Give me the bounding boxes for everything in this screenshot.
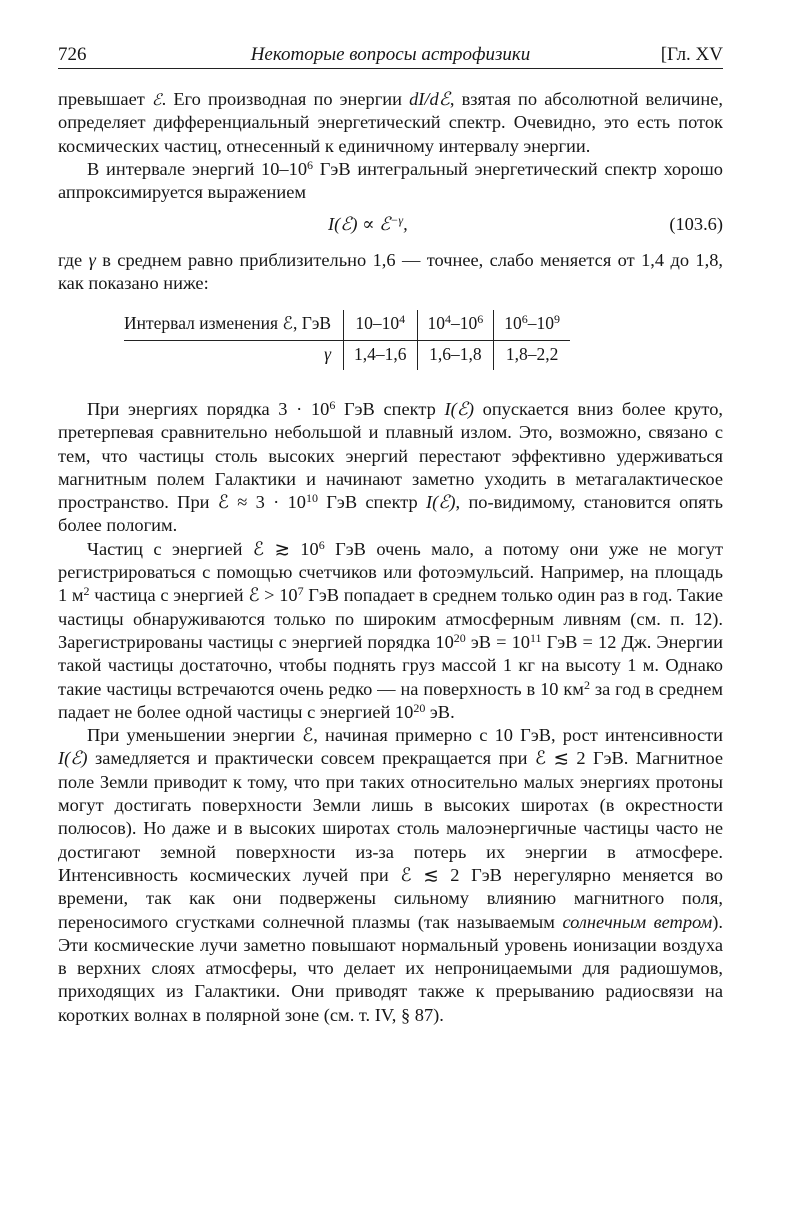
table-range-cell: $10^4-10^6$ xyxy=(417,310,494,340)
formula-expression: I(ℰ) ∝ ℰ$^{-\gamma}$, xyxy=(328,213,408,235)
table-row-label-gamma: γ xyxy=(324,343,332,364)
chapter-label: [Гл. XV xyxy=(660,44,723,65)
paragraph-2: В интервале энергий $10-10^6$ ГэВ интегральный энергетический спектр хорошо аппроксимируется выражением xyxy=(58,157,724,203)
table-row-label-energy: Интервал изменения ℰ, ГэВ xyxy=(124,310,344,340)
book-page xyxy=(58,44,723,1027)
formula-103-6 xyxy=(58,213,723,236)
table-gamma-cell: 1,6–1,8 xyxy=(417,340,494,370)
table-gamma-cell: 1,8–2,2 xyxy=(494,340,570,370)
table-header-row xyxy=(124,310,570,340)
paragraph-5: Частиц с энергией ℰ ≳ $10^6$ ГэВ очень мало, а потому они уже не могут регистрироваться с помощью счетчиков или фотоэмульсий. Например, на площадь 1 $м^2$ частица с энергией ℰ > $10^7$ ГэВ попадает в среднем только один раз в год. Такие частицы обнаруживаются только по широким атмосферным ливням (см. п. 12). Зарегистрированы частицы с энергией порядка $10^{20}$ эВ = $10^{11}$ ГэВ = 12 Дж. Энергии такой частицы достаточно, чтобы поднять груз массой 1 кг на высоту 1 м. Однако такие частицы встречаются очень редко — на поверхность в 10 $км^2$ за год в среднем падает не более одной частицы с энергией $10^{20}$ эВ. xyxy=(58,537,723,722)
formula-number: (103.6) xyxy=(669,214,723,235)
paragraph-4: При энергиях порядка $3 \cdot 10^6$ ГэВ спектр I(ℰ) опускается вниз более круто, претерпевая сравнительно небольшой и плавный излом. Это, возможно, связано с тем, что частицы столь высоких энергий перестают эффективно удерживаться магнитным полем Галактики и начинают заметно уходить в метагалактическое пространство. При ℰ ≈ $3 \cdot 10^{10}$ ГэВ спектр I(ℰ), по-видимому, становится опять более пологим. xyxy=(58,397,723,536)
paragraph-6: При уменьшении энергии ℰ, начиная примерно с 10 ГэВ, рост интенсивности I(ℰ) замедляется и практически совсем прекращается при ℰ ≲ 2 ГэВ. Магнитное поле Земли приводит к тому, что при таких относительно малых энергиях протоны могут достигать поверхности Земли лишь в высоких широтах (в окрестности полюсов). Но даже и в высоких широтах столь малоэнергичные частицы часто не достигают земной поверхности из-за потерь их энергии в атмосфере. Интенсивность космических лучей при ℰ ≲ 2 ГэВ нерегулярно меняется во времени, так как они подвержены сильному влиянию магнитного поля, переносимого сгустками солнечной плазмы (так называемым солнечным ветром). Эти космические лучи заметно повышают нормальный уровень ионизации воздуха в верхних слоях атмосферы, что делает их непроницаемыми для радиошумов, приходящих из Галактики. Они приводят также к прерыванию радиосвязи на коротких волнах в полярной зоне (см. т. IV, § 87). xyxy=(58,725,723,1025)
page-number: 726 xyxy=(58,44,87,65)
running-header xyxy=(58,44,723,69)
table-range-cell: $10^6-10^9$ xyxy=(494,310,570,340)
table-gamma-cell: 1,4–1,6 xyxy=(344,340,418,370)
table-range-cell: $10-10^4$ xyxy=(344,310,418,340)
page-body xyxy=(58,88,723,1027)
paragraph-3: где γ в среднем равно приблизительно 1,6 — точнее, слабо меняется от 1,4 до 1,8, как показано ниже: xyxy=(58,249,723,294)
table-gamma-row xyxy=(124,340,570,370)
paragraph-1: превышает ℰ. Его производная по энергии dI/dℰ, взятая по абсолютной величине, определяет дифференциальный энергетический спектр. Очевидно, это есть поток космических частиц, отнесенный к единичному интервалу энергии. xyxy=(58,89,723,156)
gamma-table xyxy=(124,310,570,370)
running-title: Некоторые вопросы астрофизики xyxy=(250,44,531,65)
